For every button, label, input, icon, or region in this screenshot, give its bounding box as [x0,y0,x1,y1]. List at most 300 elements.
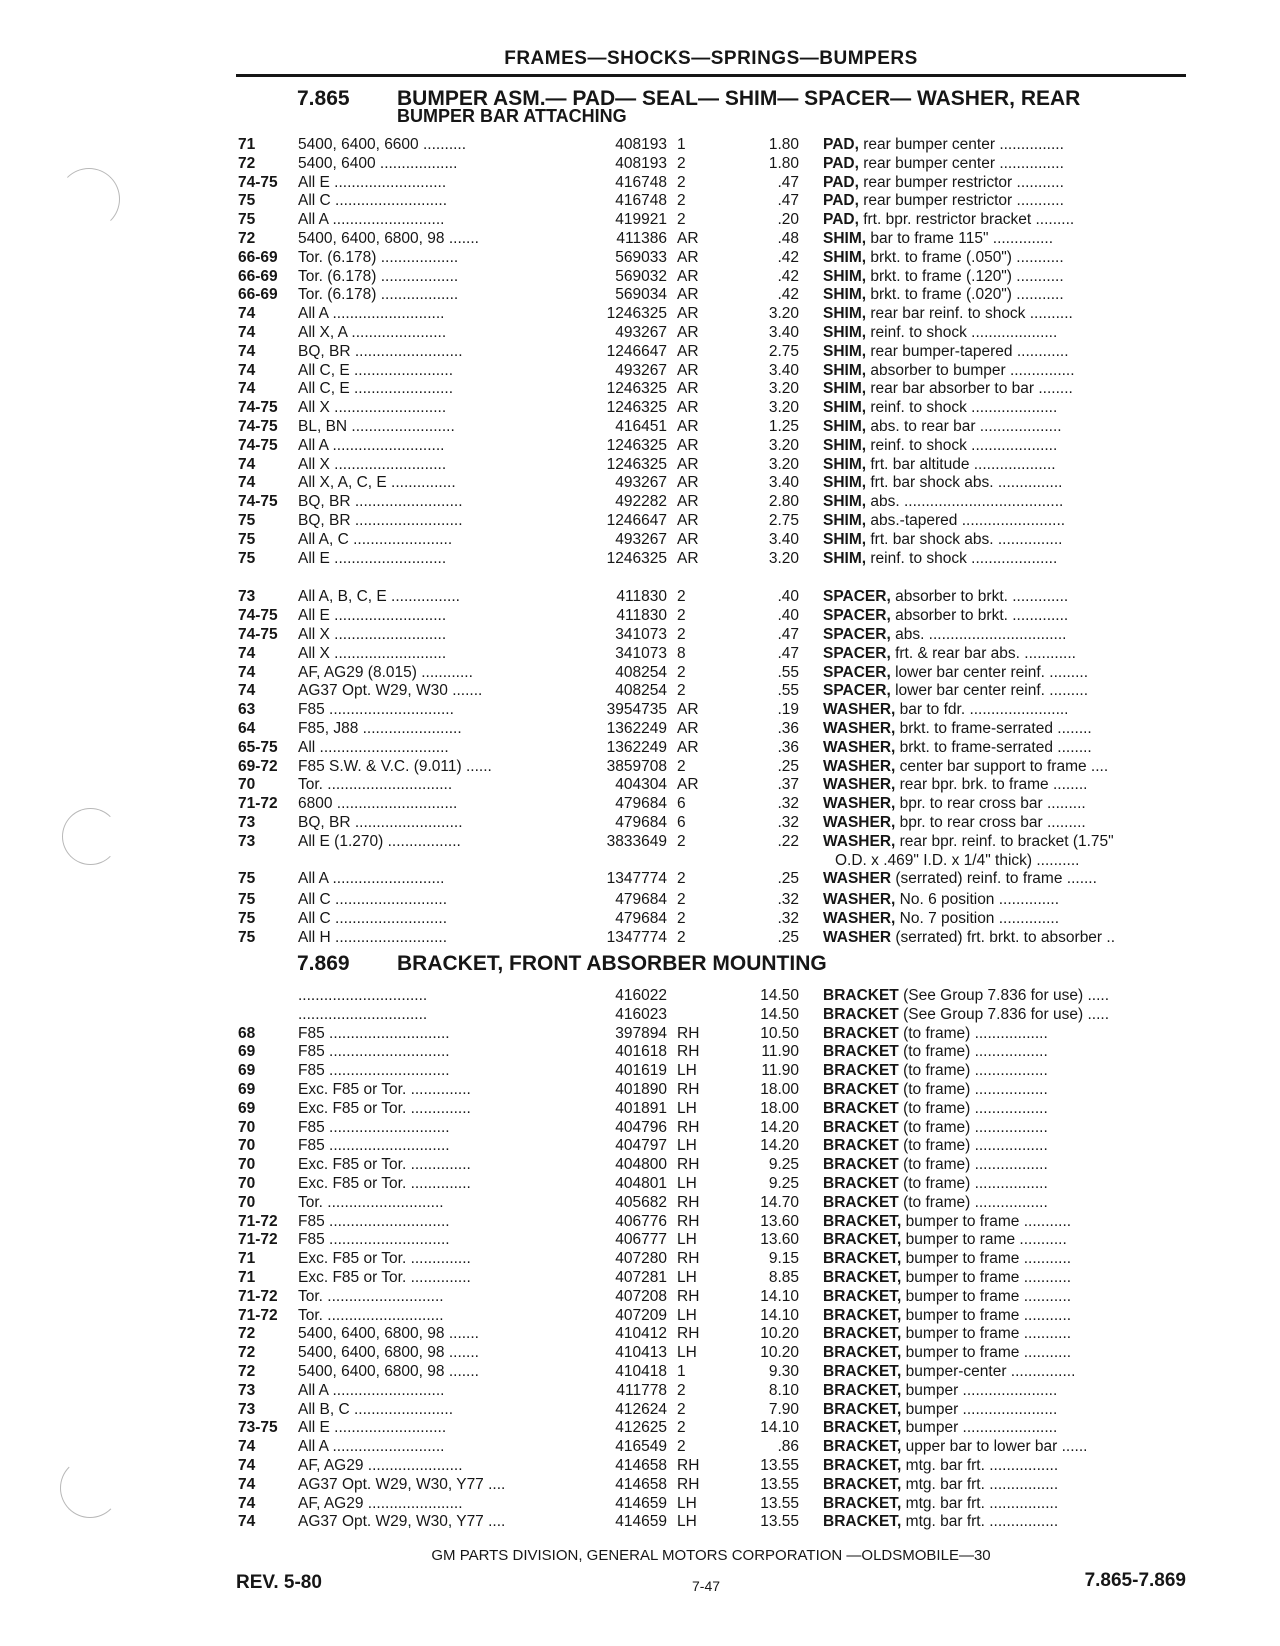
application-cell: .............................. [298,987,428,1004]
part-number-cell: 1246325 [606,549,667,567]
application-cell: Tor. ........................... [298,1193,444,1211]
price-cell: 8.85 [768,1269,799,1286]
application-cell: All E (1.270) ................. [298,832,461,850]
part-number-cell: 492282 [615,493,667,511]
part-number-cell: 408193 [615,136,667,153]
part-description: reinf. to shock .................... [866,436,1058,454]
section-title: BRACKET, FRONT ABSORBER MOUNTING [397,952,827,975]
part-noun: WASHER, [823,757,896,775]
application-cell: All X .......................... [298,626,447,643]
part-number-cell: 397894 [615,1024,667,1042]
quantity-cell: AR [677,418,699,435]
part-row [0,1400,1200,1419]
description-cell [823,210,1187,229]
part-row [0,587,1200,606]
part-noun: WASHER, [823,738,896,756]
application-cell: F85 ............................ [298,1212,450,1230]
part-number-cell: 401619 [615,1062,667,1080]
part-description: brkt. to frame (.020") ........... [866,286,1064,304]
part-noun: WASHER, [823,910,896,927]
quantity-cell: 2 [677,1419,686,1437]
price-cell: 9.25 [768,1175,799,1192]
part-noun: BRACKET [823,1118,899,1136]
part-number-cell: 416748 [615,192,667,210]
part-number-cell: 419921 [615,211,667,229]
price-cell: .42 [777,267,799,285]
application-cell: All E .......................... [298,1419,447,1437]
year-cell: 73 [238,1400,256,1418]
part-row [0,285,1200,304]
part-noun: SHIM, [823,324,867,341]
quantity-cell: 2 [677,663,686,681]
part-description: frt. bar shock abs. ............... [866,530,1063,548]
year-cell: 74 [238,474,256,492]
description-cell [823,342,1187,361]
part-row [0,1193,1200,1212]
part-description: lower bar center reinf. ......... [890,682,1089,700]
year-cell: 63 [238,701,256,719]
part-description: bumper ...................... [901,1419,1058,1437]
part-noun: BRACKET [823,1043,899,1061]
description-cell [823,757,1187,776]
price-cell: 11.90 [761,1062,799,1080]
part-number-cell: 404304 [615,776,667,794]
part-number-cell: 493267 [615,474,667,492]
quantity-cell: AR [677,342,699,360]
part-number-cell: 411830 [616,588,667,606]
price-cell: .36 [777,720,799,737]
part-noun: SHIM, [823,380,867,398]
description-cell [823,436,1187,455]
part-description: rear bumper center ............... [858,136,1064,153]
part-noun: BRACKET, [823,1513,902,1531]
part-row [0,1118,1200,1137]
part-number-cell: 410412 [615,1325,667,1343]
part-number-cell: 1246647 [606,512,667,529]
price-cell: .22 [777,832,799,850]
application-cell: All X, A, C, E ............... [298,474,456,492]
part-row [0,869,1200,888]
price-cell: .48 [777,230,799,247]
quantity-cell: LH [677,1099,697,1117]
description-cell [823,1230,1187,1249]
price-cell: .55 [777,682,799,700]
price-cell: 13.60 [760,1231,799,1249]
part-description: abs. to rear bar ................... [866,418,1062,435]
part-number-cell: 569032 [615,267,667,285]
quantity-cell: LH [677,1269,697,1286]
quantity-cell: 2 [677,1438,686,1456]
description-cell [823,606,1187,625]
description-cell [823,1193,1187,1212]
part-noun: PAD, [823,173,859,191]
part-description: (to frame) ................. [898,1062,1048,1080]
year-cell: 71 [238,1269,256,1286]
section-title: BUMPER ASM.— PAD— SEAL— SHIM— SPACER— WASHER, REAR [397,87,1081,110]
quantity-cell: 2 [677,757,686,775]
price-cell: .37 [777,776,799,794]
application-cell: .............................. [298,1005,428,1023]
part-description: brkt. to frame-serrated ........ [895,720,1092,737]
quantity-cell: 2 [677,891,686,909]
year-cell: 70 [238,1156,256,1174]
part-number-cell: 479684 [615,814,667,831]
part-noun: PAD, [823,211,859,229]
year-cell: 74-75 [238,607,278,625]
quantity-cell: RH [677,1325,700,1343]
description-cell [823,398,1187,417]
part-description: mtg. bar frt. ................ [901,1494,1059,1512]
year-cell: 71-72 [238,1231,278,1249]
part-description: (to frame) ................. [898,1043,1048,1061]
quantity-cell: 2 [677,211,686,229]
description-cell [823,794,1187,813]
price-cell: 2.75 [768,512,799,529]
application-cell: BQ, BR ......................... [298,342,463,360]
part-noun: SPACER, [823,663,891,681]
part-description: (serrated) frt. brkt. to absorber .. [891,928,1116,946]
year-cell: 74 [238,663,256,681]
description-cell [823,663,1187,682]
price-cell: 9.15 [768,1250,799,1268]
part-noun: SHIM, [823,342,867,360]
price-cell: 3.20 [768,380,799,398]
part-noun: BRACKET [823,1137,899,1155]
part-number-cell: 1362249 [606,720,667,737]
description-cell [823,473,1187,492]
part-noun: BRACKET, [823,1381,902,1399]
part-row [0,1418,1200,1437]
description-cell [823,1418,1187,1437]
part-noun: BRACKET, [823,1400,902,1418]
description-cell [823,909,1187,928]
part-row [0,398,1200,417]
part-noun: SPACER, [823,588,891,606]
description-cell [823,813,1187,832]
description-cell [823,1456,1187,1475]
quantity-cell: AR [677,720,699,737]
description-cell [823,1324,1187,1343]
part-row [0,511,1200,530]
part-number-cell: 1246325 [606,380,667,398]
part-description: upper bar to lower bar ...... [901,1438,1088,1456]
price-cell: 14.20 [760,1118,799,1136]
quantity-cell: 2 [677,154,686,172]
part-description: mtg. bar frt. ................ [901,1513,1059,1531]
year-cell: 75 [238,530,256,548]
year-cell: 72 [238,230,256,247]
application-cell: AG37 Opt. W29, W30, Y77 .... [298,1475,506,1493]
part-noun: BRACKET [823,1156,899,1174]
year-cell: 75 [238,192,256,210]
description-cell [823,229,1187,248]
part-number-cell: 408254 [615,663,667,681]
part-number-cell: 416748 [615,173,667,191]
application-cell: F85 ............................ [298,1062,450,1080]
part-noun: BRACKET, [823,1344,902,1362]
part-number-cell: 405682 [615,1193,667,1211]
quantity-cell: LH [677,1175,697,1192]
year-cell: 72 [238,1363,256,1380]
part-row [0,1042,1200,1061]
price-cell: 18.00 [760,1081,799,1098]
part-row [0,928,1200,947]
part-row [0,851,1200,870]
part-number-cell: 410418 [615,1363,667,1380]
quantity-cell: 2 [677,928,686,946]
part-description: rear bumper restrictor ........... [858,192,1064,210]
quantity-cell: 1 [677,136,686,153]
part-noun: SHIM, [823,455,867,473]
part-description: bumper to frame ........... [901,1269,1072,1286]
description-cell [823,1343,1187,1362]
application-cell: F85 ............................. [298,701,454,719]
application-cell: BQ, BR ......................... [298,493,463,511]
part-row [0,473,1200,492]
price-cell: 3.40 [768,474,799,492]
description-cell [823,1475,1187,1494]
year-cell: 70 [238,776,256,794]
page-header: FRAMES—SHOCKS—SPRINGS—BUMPERS [504,48,918,69]
year-cell: 74 [238,455,256,473]
part-noun: BRACKET, [823,1325,902,1343]
price-cell: .55 [777,663,799,681]
application-cell: All C, E ....................... [298,380,454,398]
year-cell: 74-75 [238,173,278,191]
price-cell: .32 [777,910,799,927]
part-number-cell: 406776 [615,1212,667,1230]
part-description: (to frame) ................. [898,1118,1048,1136]
part-row [0,549,1200,568]
year-cell: 69 [238,1081,256,1098]
part-row [0,986,1200,1005]
price-cell: 1.25 [768,418,799,435]
year-cell: 74 [238,682,256,700]
application-cell: BL, BN ........................ [298,418,455,435]
part-number-cell: 1246647 [606,342,667,360]
part-row [0,813,1200,832]
part-description: abs. ..................................... [866,493,1064,511]
part-number-cell: 404800 [615,1156,667,1174]
part-noun: SPACER, [823,607,891,625]
punch-hole-arc [60,1458,120,1518]
part-number-cell: 408254 [615,682,667,700]
part-number-cell: 479684 [615,910,667,927]
year-cell: 74 [238,380,256,398]
part-noun: SHIM, [823,436,867,454]
quantity-cell: AR [677,493,699,511]
part-noun: SHIM, [823,418,867,435]
year-cell: 74 [238,1475,256,1493]
part-number-cell: 3954735 [606,701,667,719]
part-description: bumper to frame ........... [901,1306,1072,1324]
year-cell: 74-75 [238,418,278,435]
price-cell: .47 [777,173,799,191]
application-cell: F85 ............................ [298,1043,450,1061]
part-noun: WASHER, [823,701,896,719]
quantity-cell: AR [677,738,699,756]
part-description: absorber to bumper ............... [866,361,1075,379]
application-cell: All A .......................... [298,870,445,888]
year-cell: 75 [238,870,256,888]
part-number-cell: 411386 [616,230,667,247]
quantity-cell: RH [677,1287,700,1305]
part-description: bar to frame 115" .............. [866,230,1054,247]
price-cell: .32 [777,814,799,831]
application-cell: AG37 Opt. W29, W30 ....... [298,682,483,700]
quantity-cell: 2 [677,832,686,850]
quantity-cell: RH [677,1193,700,1211]
part-noun: BRACKET, [823,1363,902,1380]
year-cell: 74-75 [238,399,278,417]
punch-hole-arc [62,808,119,865]
quantity-cell: AR [677,361,699,379]
price-cell: 7.90 [768,1400,799,1418]
part-row [0,1230,1200,1249]
part-number-cell: 493267 [615,324,667,341]
year-cell: 68 [238,1024,256,1042]
description-cell [823,719,1187,738]
quantity-cell: LH [677,1062,697,1080]
price-cell: 13.55 [760,1457,799,1474]
description-cell [823,851,1199,870]
part-description: bumper ...................... [901,1400,1058,1418]
header-rule [236,74,1186,77]
description-cell [823,644,1187,663]
price-cell: .32 [777,795,799,813]
year-cell: 71-72 [238,1306,278,1324]
price-cell: 11.90 [761,1043,799,1061]
description-cell [823,1362,1187,1381]
price-cell: 13.55 [760,1475,799,1493]
price-cell: .19 [777,701,799,719]
part-row [0,1024,1200,1043]
year-cell: 73 [238,814,256,831]
section-number: 7.869 [297,952,350,975]
part-description: O.D. x .469" I.D. x 1/4" thick) .......... [835,851,1080,869]
quantity-cell: LH [677,1344,697,1362]
description-cell [823,1249,1187,1268]
quantity-cell: AR [677,701,699,719]
quantity-cell: AR [677,248,699,266]
part-noun: BRACKET [823,1024,899,1042]
application-cell: All A .......................... [298,305,445,323]
description-cell [823,323,1187,342]
part-row [0,606,1200,625]
part-number-cell: 341073 [615,644,667,662]
part-row [0,210,1200,229]
application-cell: All A .......................... [298,211,445,229]
description-cell [823,1306,1187,1325]
part-row [0,700,1200,719]
part-noun: WASHER, [823,776,896,794]
part-noun: BRACKET [823,987,899,1004]
part-noun: SHIM, [823,399,867,417]
description-cell [823,1005,1187,1024]
part-row [0,342,1200,361]
price-cell: .40 [777,588,799,606]
part-noun: SHIM, [823,361,867,379]
part-noun: BRACKET, [823,1231,902,1249]
part-row [0,909,1200,928]
application-cell: Tor. (6.178) .................. [298,286,459,304]
description-cell [823,1212,1187,1231]
year-cell: 66-69 [238,248,278,266]
description-cell [823,1118,1187,1137]
application-cell: All C .......................... [298,891,447,909]
year-cell: 74 [238,324,256,341]
part-noun: BRACKET [823,1081,899,1098]
part-number-cell: 479684 [615,891,667,909]
price-cell: 3.40 [768,324,799,341]
part-description: lower bar center reinf. ......... [890,663,1089,681]
part-description: No. 6 position .............. [895,891,1060,909]
part-description: bumper-center ............... [901,1363,1076,1380]
year-cell: 74 [238,1457,256,1474]
part-row [0,1381,1200,1400]
part-noun: WASHER, [823,720,896,737]
quantity-cell: AR [677,380,699,398]
part-description: mtg. bar frt. ................ [901,1457,1059,1474]
part-description: (to frame) ................. [898,1156,1048,1174]
quantity-cell: AR [677,776,699,794]
year-cell: 71 [238,136,256,153]
part-row [0,1061,1200,1080]
part-noun: BRACKET [823,1175,899,1192]
year-cell: 71-72 [238,795,278,813]
price-cell: 3.40 [768,361,799,379]
quantity-cell: 6 [677,795,686,813]
part-row [0,644,1200,663]
year-cell: 74-75 [238,493,278,511]
application-cell: 5400, 6400, 6800, 98 ....... [298,1344,479,1362]
description-cell [823,1381,1187,1400]
part-noun: PAD, [823,136,859,153]
application-cell: 5400, 6400, 6800, 98 ....... [298,1325,479,1343]
application-cell: Tor. ........................... [298,1306,444,1324]
part-noun: SHIM, [823,549,867,567]
part-row [0,1136,1200,1155]
part-number-cell: 414658 [615,1457,667,1474]
part-row [0,1324,1200,1343]
year-cell: 74 [238,644,256,662]
part-description: brkt. to frame (.120") ........... [866,267,1064,285]
part-number-cell: 1347774 [606,928,667,946]
part-description: (See Group 7.836 for use) ..... [898,1005,1109,1023]
price-cell: 9.25 [768,1156,799,1174]
part-row [0,663,1200,682]
part-row [0,154,1200,173]
price-cell: 14.20 [760,1137,799,1155]
year-cell: 73-75 [238,1419,278,1437]
part-description: bumper to frame ........... [901,1212,1072,1230]
application-cell: All A .......................... [298,436,445,454]
application-cell: All A .......................... [298,1438,445,1456]
year-cell: 75 [238,910,256,927]
part-noun: BRACKET [823,1005,899,1023]
year-cell: 74 [238,1494,256,1512]
description-cell [823,1174,1187,1193]
part-number-cell: 407280 [615,1250,667,1268]
part-description: abs.-tapered ........................ [866,512,1066,529]
part-row [0,173,1200,192]
part-row [0,738,1200,757]
price-cell: .25 [777,757,799,775]
part-description: (to frame) ................. [898,1024,1048,1042]
part-noun: WASHER [823,928,892,946]
part-row [0,379,1200,398]
description-cell [823,191,1187,210]
